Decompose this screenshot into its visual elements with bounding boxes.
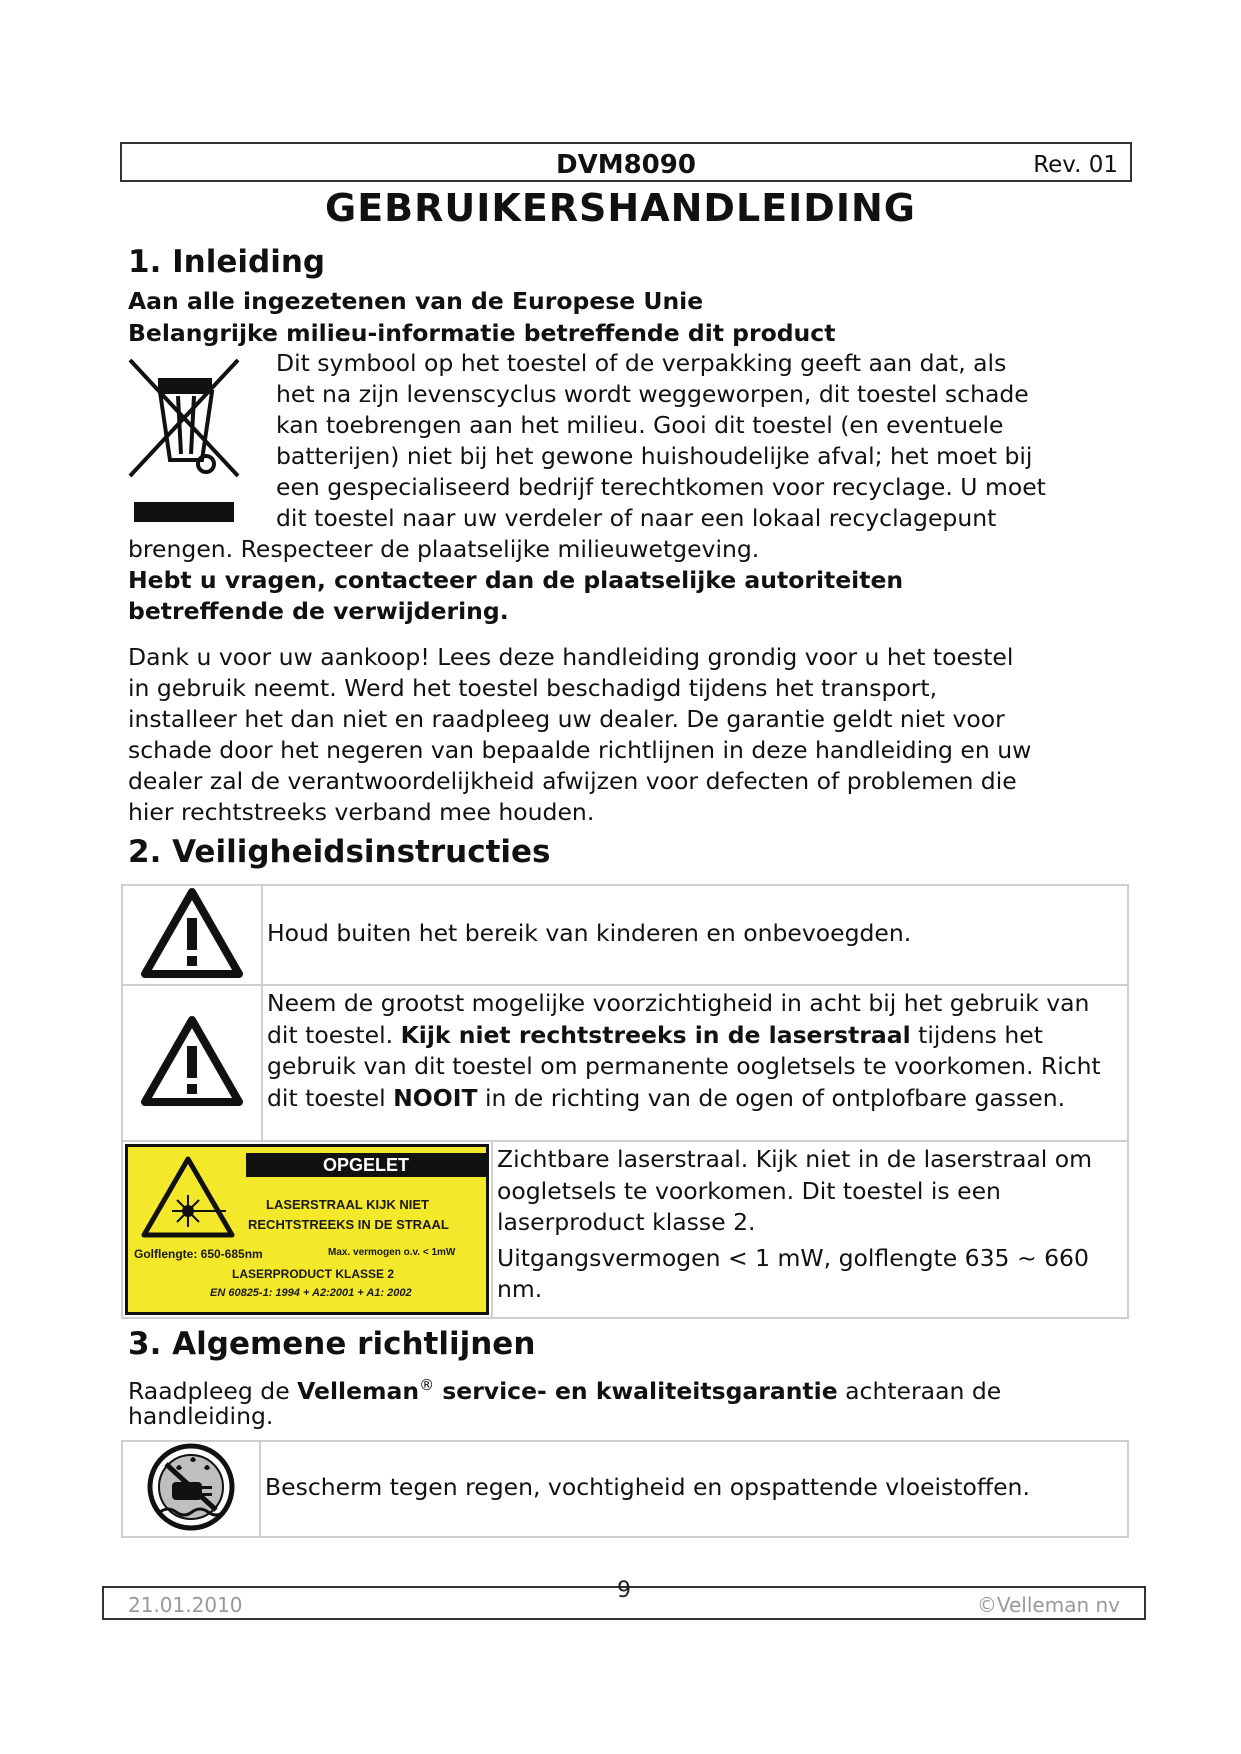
general-table (121, 1440, 1129, 1538)
laser-label-line2: RECHTSTREEKS IN DE STRAAL (248, 1217, 449, 1232)
safety-text-laser-caution (263, 986, 1127, 1118)
warning-cell (122, 985, 262, 1141)
brand-name: Velleman (297, 1376, 420, 1405)
footer-copyright: ©Velleman nv (976, 1593, 1120, 1617)
moisture-text: Bescherm tegen regen, vochtigheid en opspattende vloeistoffen. (265, 1473, 1030, 1502)
weee-line-5: een gespecialiseerd bedrijf terechtkomen voor recyclage. U moet (276, 473, 1046, 501)
thanks-line-6: hier rechtstreeks verband mee houden. (128, 798, 595, 826)
general-text-bold: service- en kwaliteitsgarantie (434, 1376, 838, 1405)
laser-label-class: LASERPRODUCT KLASSE 2 (232, 1267, 395, 1281)
section-heading-general: 3. Algemene richtlijnen (128, 1326, 536, 1362)
laser-hazard-icon (140, 1155, 236, 1239)
contact-line-2: betreffende de verwijdering. (128, 597, 509, 625)
laser-label-line1: LASERSTRAAL KIJK NIET (266, 1197, 429, 1212)
intro-subheading-eu: Aan alle ingezetenen van de Europese Unie (128, 287, 704, 315)
thanks-line-1: Dank u voor uw aankoop! Lees deze handleiding grondig voor u het toestel (128, 643, 1014, 671)
caution-bold-1: Kijk niet rechtstreeks in de laserstraal (400, 1020, 911, 1049)
footer-date: 21.01.2010 (128, 1593, 243, 1617)
thanks-line-5: dealer zal de verantwoordelijkheid afwijzen voor defecten of problemen die (128, 767, 1017, 795)
protect-from-moisture-icon (146, 1442, 236, 1532)
warning-triangle-icon (139, 1014, 245, 1108)
caution-bold-2: NOOIT (393, 1083, 478, 1112)
weee-line-6: dit toestel naar uw verdeler of naar een lokaal recyclagepunt (276, 504, 997, 532)
general-guidelines-line2: handleiding. (128, 1402, 274, 1430)
header-box (120, 142, 1132, 182)
laser-label-standard: EN 60825-1: 1994 + A2:2001 + A1: 2002 (210, 1287, 412, 1299)
warning-triangle-icon (139, 886, 245, 980)
laser-output-text: Uitgangsvermogen < 1 mW, golflengte 635 ~ 660 nm. (497, 1243, 1089, 1303)
general-row-moisture (122, 1441, 1128, 1537)
laser-class-text: Zichtbare laserstraal. Kijk niet in de laserstraal om oogletsels te voorkomen. Dit toestel is een laserproduct klasse 2. (497, 1145, 1093, 1236)
contact-line-1: Hebt u vragen, contacteer dan de plaatselijke autoriteiten (128, 566, 904, 594)
weee-line-3: kan toebrengen aan het milieu. Gooi dit toestel (en eventuele (276, 411, 1004, 439)
safety-row-laser-class (122, 1141, 1128, 1318)
weee-line-1: Dit symbool op het toestel of de verpakking geeft aan dat, als (276, 349, 1007, 377)
moisture-cell (122, 1441, 260, 1537)
warning-cell (122, 885, 262, 985)
page-title: GEBRUIKERSHANDLEIDING (325, 186, 916, 230)
caution-text-1: Neem de grootst mogelijke voorzichtigheid in acht bij het gebruik van dit toestel. (267, 989, 1090, 1049)
registered-mark: ® (419, 1376, 435, 1394)
weee-line-2: het na zijn levenscyclus wordt weggeworpen, dit toestel schade (276, 380, 1029, 408)
laser-label-power: Max. vermogen o.v. < 1mW (328, 1247, 456, 1258)
laser-label-wavelength: Golflengte: 650-685nm (134, 1247, 263, 1261)
model-number: DVM8090 (556, 150, 696, 180)
revision: Rev. 01 (1033, 152, 1118, 178)
thanks-line-4: schade door het negeren van bepaalde richtlijnen in deze handleiding en uw (128, 736, 1032, 764)
footer (102, 1578, 1146, 1620)
safety-text-children: Houd buiten het bereik van kinderen en onbevoegden. (267, 919, 912, 948)
section-heading-intro: 1. Inleiding (128, 244, 326, 280)
page-number: 9 (617, 1578, 631, 1603)
weee-line-7: brengen. Respecteer de plaatselijke milieuwetgeving. (128, 535, 760, 563)
safety-row-laser-caution (122, 985, 1128, 1141)
thanks-line-2: in gebruik neemt. Werd het toestel beschadigd tijdens het transport, (128, 674, 938, 702)
laser-label-header: OPGELET (246, 1153, 486, 1177)
thanks-line-3: installeer het dan niet en raadpleeg uw dealer. De garantie geldt niet voor (128, 705, 1005, 733)
section-heading-safety: 2. Veiligheidsinstructies (128, 834, 551, 870)
weee-line-4: batterijen) niet bij het gewone huishoudelijke afval; het moet bij (276, 442, 1033, 470)
laser-warning-label (125, 1144, 489, 1315)
caution-text-2: tijdens het gebruik van dit toestel om permanente oogletsels te voorkomen. Richt dit toestel (267, 1020, 1101, 1112)
safety-row-children (122, 885, 1128, 985)
caution-text-3: in de richting van de ogen of ontplofbare gassen. (477, 1083, 1066, 1112)
general-text-post: achteraan de (837, 1376, 1002, 1405)
intro-subheading-environment: Belangrijke milieu-informatie betreffende dit product (128, 319, 836, 347)
safety-table (121, 884, 1129, 1319)
general-text-pre: Raadpleeg de (128, 1376, 298, 1405)
weee-bin-icon (126, 356, 246, 528)
